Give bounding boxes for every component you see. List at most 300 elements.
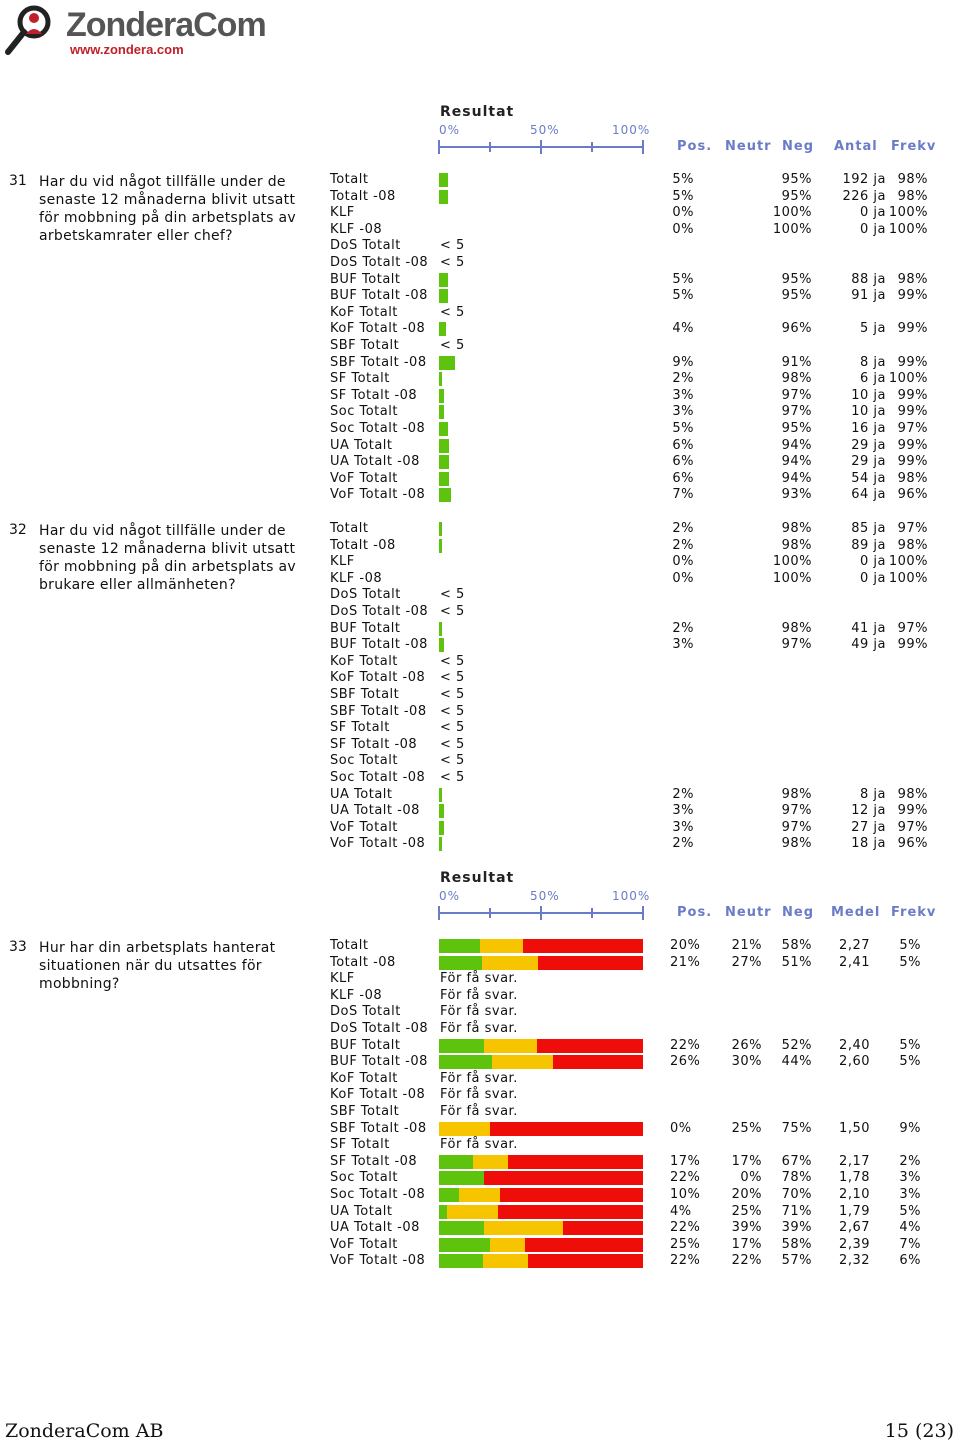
table-row [330,1204,930,1220]
result-bar [439,522,442,536]
neutr-segment [483,1254,527,1268]
neg-value: 98% [781,537,812,553]
frekv-value: 99% [897,454,928,470]
pos-value: 2% [672,836,694,852]
scale-0: 0% [439,889,461,903]
table-row [330,454,930,470]
col-pos: Pos. [677,139,713,154]
medel-value: 1,50 [839,1120,870,1136]
row-label: KLF -08 [330,987,383,1003]
table-row [330,205,930,221]
row-label: Soc Totalt -08 [330,770,426,785]
pos-value: 9% [672,354,694,370]
neg-value: 95% [781,288,812,304]
table-row [330,321,930,337]
table-row [330,737,930,753]
neg-value: 71% [781,1203,812,1219]
scale-100: 100% [612,889,651,903]
table-row [330,1137,930,1153]
neg-segment [500,1188,643,1202]
table-row [330,836,930,852]
medel-value: 2,41 [839,954,870,970]
pos-value: 0% [672,570,694,586]
table-row [330,1004,930,1020]
neg-value: 97% [781,637,812,653]
row-note: < 5 [440,753,465,769]
row-note: För få svar. [440,1004,518,1020]
antal-value: 6 ja [860,371,886,387]
result-bar [439,788,442,802]
row-label: UA Totalt [330,437,393,453]
pos-segment [439,1171,484,1185]
neg-segment [553,1055,643,1069]
row-label: KLF [330,554,355,570]
row-label: KoF Totalt [330,304,398,320]
pos-segment [439,1188,459,1202]
pos-value: 0% [672,221,694,237]
scale-50: 50% [530,123,560,137]
table-row [330,770,930,786]
table-row [330,1021,930,1037]
neutr-value: 22% [731,1253,762,1269]
frekv-value: 2% [899,1153,921,1169]
antal-value: 27 ja [851,819,886,835]
pos-value: 25% [670,1236,701,1252]
neg-value: 58% [781,1236,812,1252]
neg-value: 51% [781,954,812,970]
neutr-value: 21% [731,938,762,953]
row-label: Soc Totalt -08 [330,1187,426,1202]
medel-value: 2,67 [839,1220,870,1236]
medel-value: 1,78 [839,1170,870,1186]
table-row [330,687,930,703]
frekv-value: 5% [899,1203,921,1219]
row-label: DoS Totalt [330,587,401,603]
result-bar [439,422,448,436]
col-medel: Medel [831,905,881,920]
neg-value: 97% [781,819,812,835]
neutr-value: 0% [740,1170,762,1186]
frekv-value: 99% [897,437,928,453]
frekv-value: 99% [897,803,928,819]
neg-value: 98% [781,521,812,536]
row-label: UA Totalt -08 [330,454,420,470]
row-note: För få svar. [440,971,518,987]
row-label: DoS Totalt -08 [330,604,429,619]
table-row [330,803,930,819]
table-row [330,471,930,487]
scale-axis [438,904,648,922]
row-label: SF Totalt -08 [330,387,418,403]
row-note: < 5 [440,703,465,719]
row-label: UA Totalt -08 [330,803,420,819]
neg-segment [523,939,643,953]
antal-value: 16 ja [851,421,886,436]
neg-value: 44% [781,1054,812,1070]
frekv-value: 100% [888,205,928,221]
neutr-segment [492,1055,553,1069]
medel-value: 1,79 [839,1203,870,1219]
table-row [330,421,930,437]
antal-value: 8 ja [860,354,886,370]
frekv-value: 5% [899,938,921,953]
neutr-value: 39% [731,1220,762,1236]
pos-value: 3% [672,387,694,403]
col-neutr: Neutr [725,139,772,154]
pos-segment [439,1055,492,1069]
table-row [330,1054,930,1070]
neg-value: 95% [781,271,812,287]
table-row [330,971,930,987]
neutr-value: 30% [731,1054,762,1070]
frekv-value: 98% [897,188,928,204]
neg-value: 78% [781,1170,812,1186]
result-bar [439,455,449,469]
antal-value: 0 ja [860,221,886,237]
row-note: För få svar. [440,1104,518,1119]
neutr-segment [439,1122,490,1136]
result-title: Resultat [440,870,515,886]
row-label: DoS Totalt [330,1004,401,1020]
row-label: SBF Totalt -08 [330,703,427,719]
neg-value: 70% [781,1187,812,1202]
frekv-value: 99% [897,288,928,304]
frekv-value: 98% [897,786,928,802]
row-label: SF Totalt -08 [330,736,418,752]
row-note: < 5 [440,653,465,669]
result-bar [439,488,451,502]
antal-value: 18 ja [851,836,886,852]
row-note: För få svar. [440,1070,518,1086]
frekv-value: 6% [899,1253,921,1269]
row-note: För få svar. [440,987,518,1003]
pos-value: 26% [670,1054,701,1070]
pos-value: 0% [670,1120,692,1136]
row-note: < 5 [440,304,465,320]
pos-value: 22% [670,1170,701,1186]
pos-value: 3% [672,819,694,835]
neutr-value: 26% [731,1037,762,1053]
pos-value: 5% [672,188,694,204]
brand-url: www.zondera.com [70,42,184,57]
row-label: UA Totalt [330,786,393,802]
frekv-value: 98% [897,271,928,287]
row-label: VoF Totalt -08 [330,836,426,852]
medel-value: 2,39 [839,1236,870,1252]
frekv-value: 5% [899,1037,921,1053]
neutr-segment [447,1205,498,1219]
pos-value: 3% [672,404,694,420]
row-label: BUF Totalt [330,620,401,636]
table-row [330,1220,930,1236]
result-bar [439,322,446,336]
neg-value: 57% [781,1253,812,1269]
footer-company: ZonderaCom AB [5,1420,164,1442]
table-row [330,255,930,271]
table-row [330,1154,930,1170]
table-row [330,272,930,288]
pos-value: 6% [672,454,694,470]
col-neg: Neg [782,139,815,154]
antal-value: 8 ja [860,786,886,802]
table-row [330,1038,930,1054]
row-label: UA Totalt -08 [330,1220,420,1236]
result-bar [439,389,444,403]
neg-value: 95% [781,188,812,204]
table-row [330,404,930,420]
frekv-value: 98% [897,537,928,553]
col-frekv: Frekv [891,905,937,920]
neg-segment [498,1205,643,1219]
row-label: Totalt -08 [330,537,396,553]
col-neutr: Neutr [725,905,772,920]
table-row [330,820,930,836]
table-row [330,1187,930,1203]
table-row [330,338,930,354]
row-label: SBF Totalt [330,687,400,702]
pos-value: 4% [670,1203,692,1219]
table-row [330,621,930,637]
table-row [330,587,930,603]
scale-0: 0% [439,123,461,137]
antal-value: 0 ja [860,570,886,586]
neg-value: 94% [781,437,812,453]
row-label: BUF Totalt -08 [330,1054,428,1070]
table-row [330,955,930,971]
table-row [330,1170,930,1186]
frekv-value: 96% [897,836,928,852]
neg-segment [537,1039,643,1053]
frekv-value: 5% [899,954,921,970]
antal-value: 89 ja [851,537,886,553]
frekv-value: 100% [888,554,928,570]
question-text: Hur har din arbetsplats hanterat situationen när du utsattes för mobbning? [39,940,276,992]
neg-value: 67% [781,1153,812,1169]
row-label: Soc Totalt -08 [330,421,426,436]
row-label: SBF Totalt -08 [330,1120,427,1136]
row-label: Soc Totalt [330,1170,398,1186]
frekv-value: 3% [899,1170,921,1186]
row-label: Totalt -08 [330,188,396,204]
neg-value: 100% [772,205,812,221]
row-label: DoS Totalt -08 [330,1021,429,1036]
pos-segment [439,1254,483,1268]
table-row [330,288,930,304]
frekv-value: 98% [897,470,928,486]
row-label: VoF Totalt -08 [330,487,426,503]
neg-value: 95% [781,421,812,436]
antal-value: 41 ja [851,620,886,636]
row-label: KLF -08 [330,570,383,586]
neg-value: 98% [781,620,812,636]
result-bar [439,638,444,652]
table-row [330,704,930,720]
result-bar [439,821,444,835]
pos-segment [439,1238,490,1252]
question-number: 31 [9,173,27,189]
antal-value: 10 ja [851,387,886,403]
neutr-segment [459,1188,500,1202]
frekv-value: 5% [899,1054,921,1070]
result-bar [439,372,442,386]
neg-segment [538,956,643,970]
result-bar [439,173,448,187]
col-neg: Neg [782,905,815,920]
pos-value: 3% [672,803,694,819]
scale-50: 50% [530,889,560,903]
row-label: Soc Totalt [330,404,398,420]
row-label: DoS Totalt -08 [330,255,429,270]
antal-value: 29 ja [851,437,886,453]
neg-value: 100% [772,554,812,570]
neutr-segment [484,1039,537,1053]
neg-value: 97% [781,387,812,403]
scale-axis [438,138,648,156]
neutr-value: 27% [731,954,762,970]
result-bar [439,804,444,818]
antal-value: 88 ja [851,271,886,287]
table-row [330,753,930,769]
row-note: < 5 [440,587,465,603]
result-bar [439,273,448,287]
row-note: < 5 [440,687,465,702]
result-bar [439,622,442,636]
neg-value: 39% [781,1220,812,1236]
medel-value: 2,10 [839,1187,870,1202]
row-label: BUF Totalt -08 [330,288,428,304]
row-label: BUF Totalt -08 [330,637,428,653]
pos-value: 17% [670,1153,701,1169]
frekv-value: 7% [899,1236,921,1252]
pos-value: 2% [672,537,694,553]
result-title: Resultat [440,104,515,120]
question-text: Har du vid något tillfälle under de senaste 12 månaderna blivit utsatt för mobbning på din arbetsplats av arbetskamrater eller chef? [39,174,296,244]
pos-segment [439,1221,484,1235]
pos-value: 22% [670,1253,701,1269]
row-label: KLF [330,971,355,987]
table-row [330,438,930,454]
frekv-value: 4% [899,1220,921,1236]
neg-value: 75% [781,1120,812,1136]
row-label: SF Totalt [330,371,390,387]
row-label: VoF Totalt [330,819,398,835]
pos-value: 5% [672,271,694,287]
neutr-segment [490,1238,525,1252]
table-row [330,571,930,587]
neg-value: 58% [781,938,812,953]
neutr-segment [484,1221,564,1235]
antal-value: 91 ja [851,288,886,304]
medel-value: 2,27 [839,938,870,953]
neg-value: 96% [781,321,812,337]
frekv-value: 97% [897,421,928,436]
row-note: < 5 [440,720,465,736]
neg-segment [508,1155,643,1169]
row-label: BUF Totalt [330,271,401,287]
row-label: KoF Totalt -08 [330,670,426,686]
pos-segment [439,939,480,953]
result-bar [439,289,448,303]
pos-value: 3% [672,637,694,653]
pos-segment [439,1039,484,1053]
scale-100: 100% [612,123,651,137]
neg-value: 100% [772,221,812,237]
row-label: VoF Totalt [330,1236,398,1252]
pos-value: 6% [672,437,694,453]
pos-value: 0% [672,554,694,570]
magnifier-person-icon [4,4,64,58]
row-label: KoF Totalt -08 [330,321,426,337]
table-row [330,604,930,620]
frekv-value: 96% [897,487,928,503]
row-label: SBF Totalt [330,1104,400,1119]
neg-segment [563,1221,643,1235]
pos-value: 2% [672,521,694,536]
pos-value: 2% [672,620,694,636]
neutr-value: 25% [731,1203,762,1219]
pos-value: 10% [670,1187,701,1202]
table-row [330,1104,930,1120]
row-label: DoS Totalt [330,238,401,254]
row-label: SF Totalt [330,1137,390,1153]
frekv-value: 99% [897,637,928,653]
result-bar [439,539,442,553]
table-row [330,222,930,238]
neg-value: 94% [781,470,812,486]
row-label: SBF Totalt -08 [330,354,427,370]
neg-segment [525,1238,643,1252]
table-row [330,1087,930,1103]
col-pos: Pos. [677,905,713,920]
neg-value: 97% [781,803,812,819]
row-label: SF Totalt -08 [330,1153,418,1169]
table-row [330,238,930,254]
row-note: < 5 [440,604,465,619]
neg-value: 100% [772,570,812,586]
medel-value: 2,17 [839,1153,870,1169]
row-label: SF Totalt [330,720,390,736]
table-row [330,189,930,205]
neutr-value: 17% [731,1236,762,1252]
question-number: 33 [9,939,27,955]
row-note: < 5 [440,670,465,686]
row-label: Totalt [330,172,369,187]
antal-value: 0 ja [860,205,886,221]
medel-value: 2,40 [839,1037,870,1053]
table-row [330,1121,930,1137]
table-row [330,305,930,321]
pos-value: 20% [670,938,701,953]
table-row [330,670,930,686]
row-label: VoF Totalt [330,470,398,486]
table-row [330,720,930,736]
table-row [330,787,930,803]
neutr-segment [482,956,538,970]
frekv-value: 99% [897,404,928,420]
antal-value: 29 ja [851,454,886,470]
table-row [330,1237,930,1253]
row-label: Totalt [330,521,369,536]
row-label: Soc Totalt [330,753,398,769]
neutr-segment [480,939,523,953]
table-row [330,371,930,387]
antal-value: 85 ja [851,521,886,536]
row-label: UA Totalt [330,1203,393,1219]
neg-segment [484,1171,643,1185]
frekv-value: 97% [897,819,928,835]
neg-value: 98% [781,836,812,852]
row-note: För få svar. [440,1021,518,1036]
